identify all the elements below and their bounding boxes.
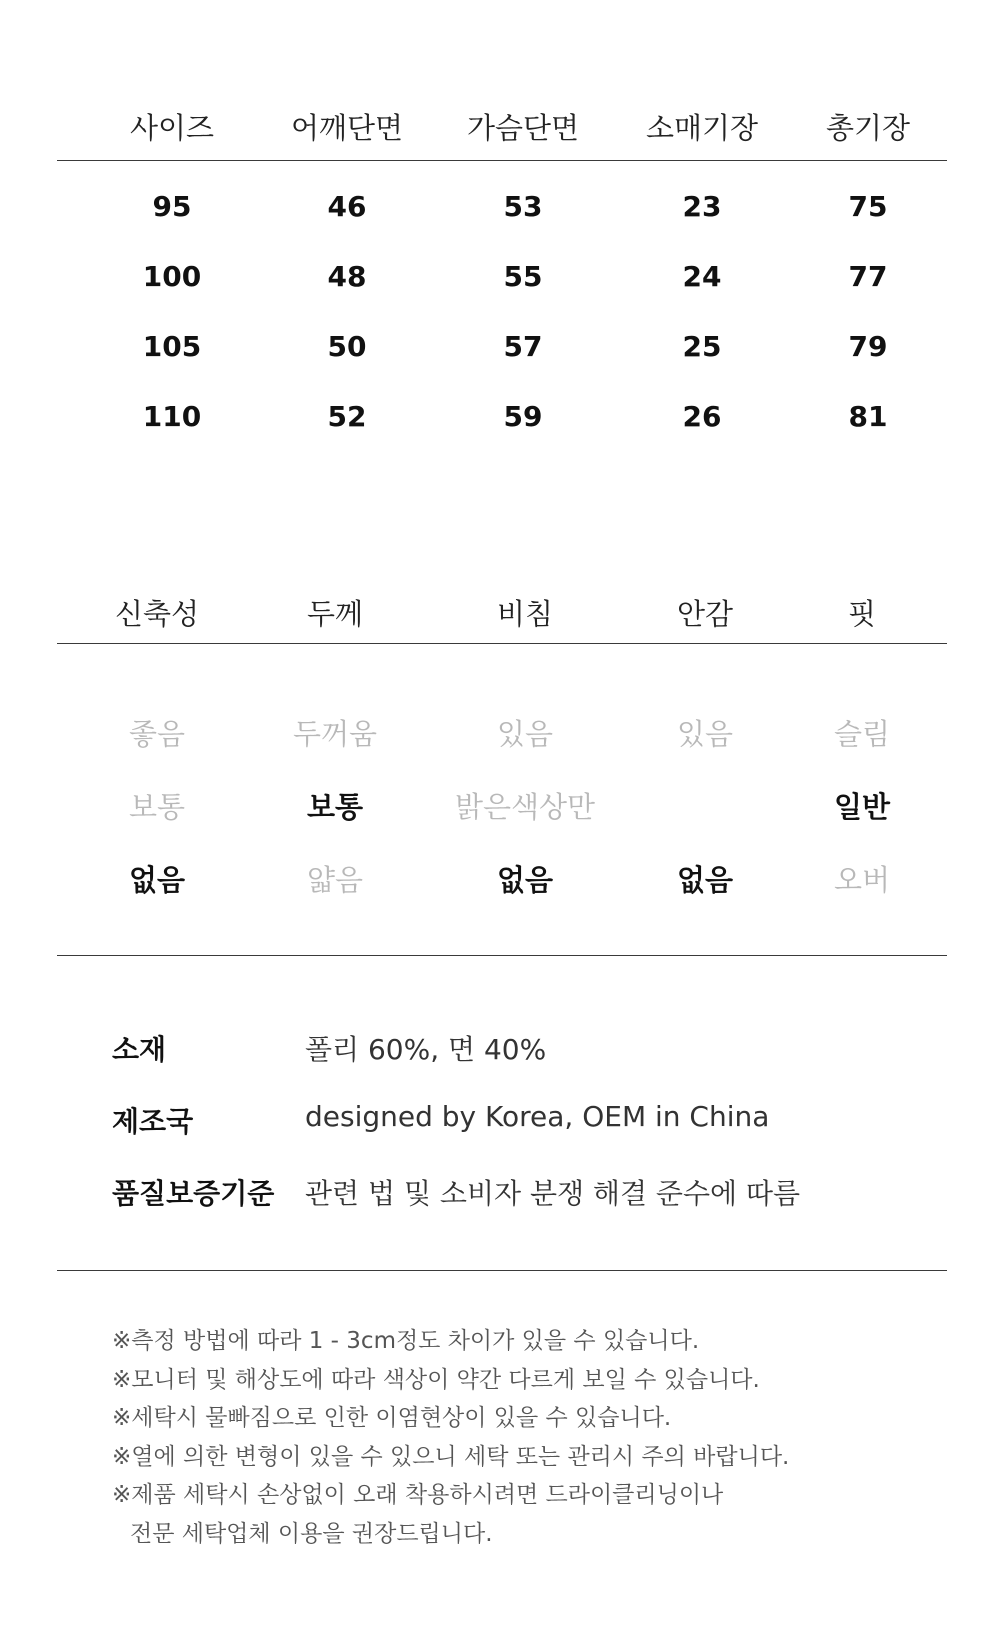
note-line: ※열에 의한 변형이 있을 수 있으니 세탁 또는 관리시 주의 바랍니다. xyxy=(112,1443,790,1470)
table-cell: 25 xyxy=(682,330,722,363)
table-cell: 55 xyxy=(503,260,543,293)
attribute-option: 좋음 xyxy=(128,717,186,751)
note-line: ※제품 세탁시 손상없이 오래 착용하시려면 드라이클리닝이나 xyxy=(112,1482,724,1508)
table-cell: 52 xyxy=(327,400,367,433)
chest-header: 가슴단면 xyxy=(466,111,580,145)
table-cell: 46 xyxy=(327,190,367,223)
table-cell: 59 xyxy=(503,400,543,433)
table-cell: 26 xyxy=(682,400,722,433)
material-label: 소재 xyxy=(112,1033,167,1066)
table-cell: 79 xyxy=(848,330,888,363)
attribute-option: 일반 xyxy=(833,790,891,824)
table-cell: 75 xyxy=(848,190,888,223)
attribute-option: 오버 xyxy=(833,863,891,897)
origin-value: designed by Korea, OEM in China xyxy=(305,1100,770,1133)
sleeve-header: 소매기장 xyxy=(645,111,759,145)
note-line: 전문 세탁업체 이용을 권장드립니다. xyxy=(130,1520,493,1547)
table-cell: 53 xyxy=(503,190,543,223)
note-line: ※세탁시 물빠짐으로 인한 이염현상이 있을 수 있습니다. xyxy=(112,1405,672,1431)
table-cell: 50 xyxy=(327,330,367,363)
size-header: 사이즈 xyxy=(129,111,215,145)
stretch-header: 신축성 xyxy=(114,597,200,631)
attribute-option: 보통 xyxy=(128,790,186,824)
lining-header: 안감 xyxy=(676,597,734,631)
size-table-divider xyxy=(57,160,947,161)
attribute-option: 있음 xyxy=(496,717,554,751)
note-line: ※모니터 및 해상도에 따라 색상이 약간 다르게 보일 수 있습니다. xyxy=(112,1366,760,1393)
note-line: ※측정 방법에 따라 1 - 3cm정도 차이가 있을 수 있습니다. xyxy=(112,1328,700,1354)
spec-divider xyxy=(57,1270,947,1271)
warranty-value: 관련 법 및 소비자 분쟁 해결 준수에 따름 xyxy=(305,1177,801,1210)
table-cell: 100 xyxy=(142,260,202,293)
attribute-option: 없음 xyxy=(676,863,734,897)
attribute-option: 없음 xyxy=(496,863,554,897)
attribute-option: 없음 xyxy=(128,863,186,897)
table-cell: 57 xyxy=(503,330,543,363)
table-cell: 95 xyxy=(152,190,192,223)
attribute-table-divider xyxy=(57,643,947,644)
attribute-option: 있음 xyxy=(676,717,734,751)
attribute-option: 슬림 xyxy=(833,717,891,751)
attribute-bottom-divider xyxy=(57,955,947,956)
attribute-option: 두꺼움 xyxy=(292,717,378,751)
origin-label: 제조국 xyxy=(112,1105,194,1138)
care-notes xyxy=(112,1322,789,1553)
table-cell: 77 xyxy=(848,260,888,293)
warranty-label: 품질보증기준 xyxy=(112,1177,275,1210)
table-cell: 48 xyxy=(327,260,367,293)
table-cell: 81 xyxy=(848,400,888,433)
sheerness-header: 비침 xyxy=(496,597,554,631)
length-header: 총기장 xyxy=(825,111,911,145)
attribute-option: 밝은색상만 xyxy=(454,790,596,824)
fit-header: 핏 xyxy=(847,597,877,631)
attribute-option: 얇음 xyxy=(306,863,364,897)
table-cell: 24 xyxy=(682,260,722,293)
attribute-option: 보통 xyxy=(306,790,364,824)
shoulder-header: 어깨단면 xyxy=(290,111,404,145)
table-cell: 105 xyxy=(142,330,202,363)
material-value: 폴리 60%, 면 40% xyxy=(305,1033,547,1066)
table-cell: 23 xyxy=(682,190,722,223)
thickness-header: 두께 xyxy=(306,597,364,631)
table-cell: 110 xyxy=(142,400,202,433)
